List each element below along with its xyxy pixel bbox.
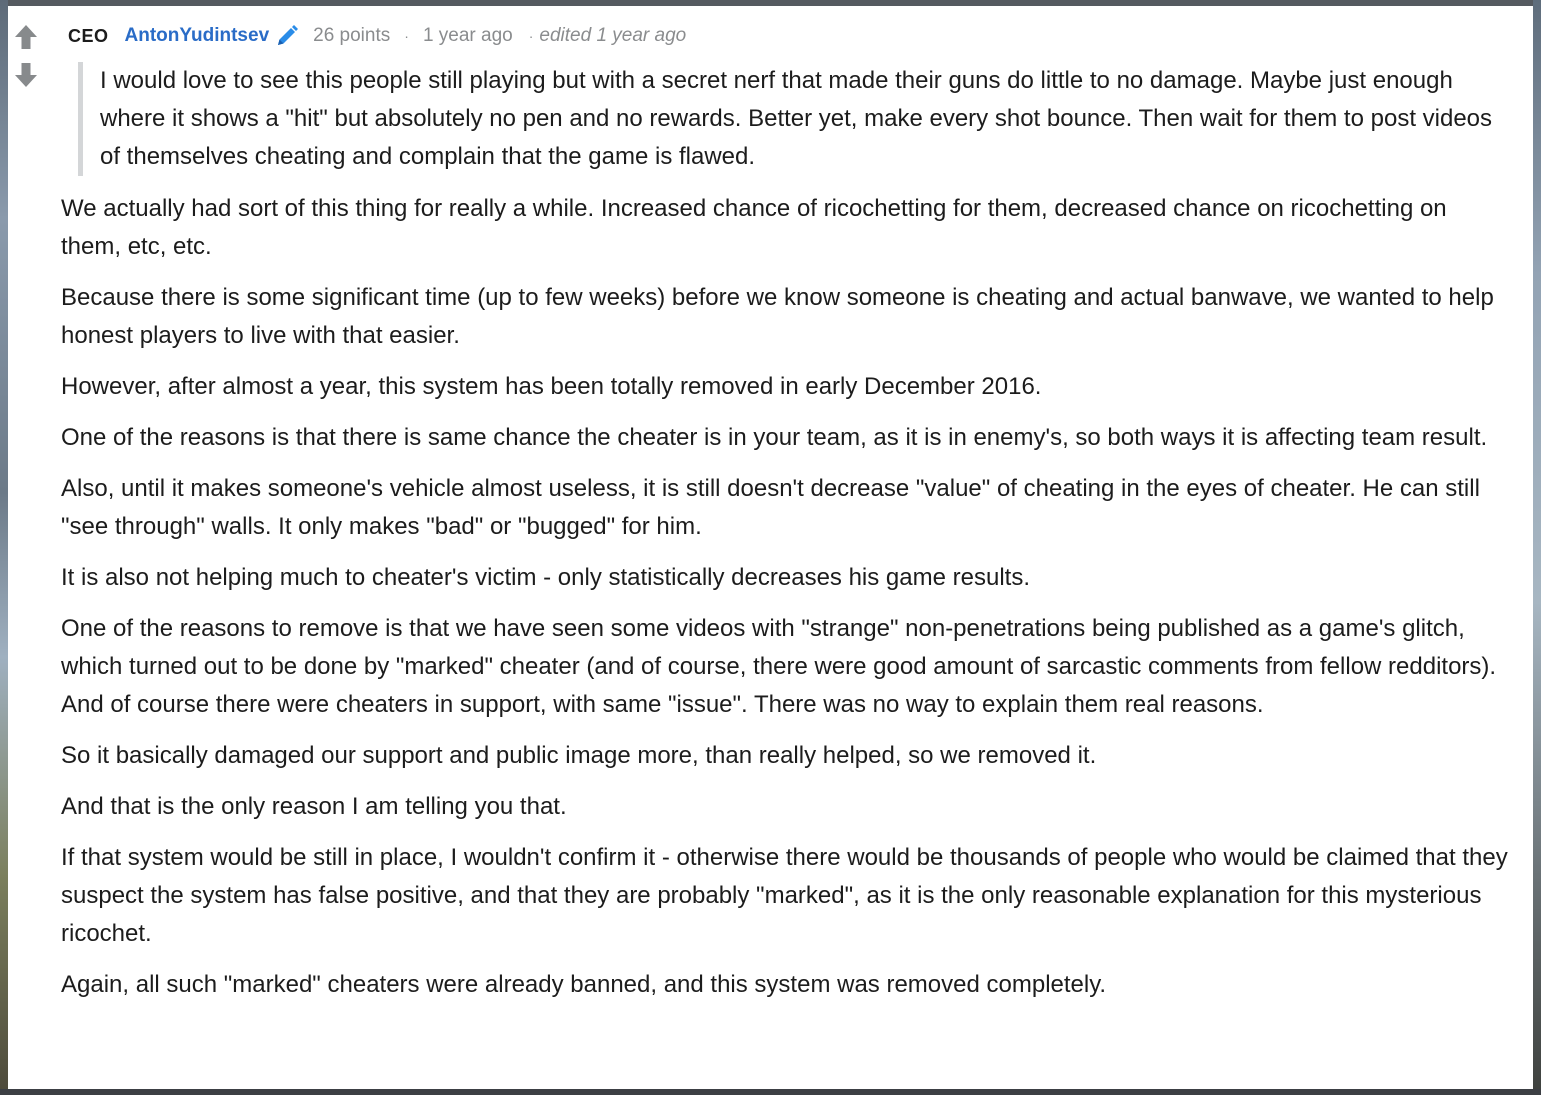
user-flair: CEO <box>68 25 109 46</box>
comment-header <box>68 23 686 49</box>
backdrop-left <box>0 0 8 1095</box>
comment-paragraph: And that is the only reason I am telling you that. <box>61 793 567 820</box>
downvote-arrow-icon[interactable] <box>14 62 38 88</box>
backdrop-right <box>1533 0 1541 1095</box>
separator-dot: · <box>528 28 534 44</box>
separator-dot: · <box>404 28 409 44</box>
timestamp[interactable]: 1 year ago <box>422 25 513 46</box>
comment-paragraph: We actually had sort of this thing for really a while. Increased chance of ricochetting for them, decreased chance on ricochetting on them, etc, etc. <box>61 195 1447 260</box>
pencil-icon <box>275 24 299 48</box>
comment-paragraph: One of the reasons is that there is same chance the cheater is in your team, as it is in enemy's, so both ways it is affecting team result. <box>61 424 1488 451</box>
upvote-arrow-icon[interactable] <box>14 24 38 50</box>
vote-column <box>14 24 38 100</box>
comment-body <box>61 190 1511 1017</box>
comment-paragraph: Again, all such "marked" cheaters were already banned, and this system was removed completely. <box>61 971 1107 998</box>
comment-paragraph: So it basically damaged our support and public image more, than really helped, so we removed it. <box>61 742 1097 769</box>
score: 26 points <box>313 25 391 46</box>
comment-paragraph: Also, until it makes someone's vehicle almost useless, it is still doesn't decrease "value" of cheating in the eyes of cheater. He can still "see through" walls. It only makes "bad" or "bugged" for him. <box>61 475 1480 540</box>
comment-paragraph: Because there is some significant time (up to few weeks) before we know someone is cheating and actual banwave, we wanted to help honest players to live with that easier. <box>61 284 1494 349</box>
comment-paragraph: If that system would be still in place, I wouldn't confirm it - otherwise there would be thousands of people who would be claimed that they suspect the system has false positive, and that they are probably "marked", as it is the only reasonable explanation for this mysterious ricochet. <box>61 844 1508 947</box>
backdrop-bottom <box>0 1089 1541 1095</box>
comment-paragraph: However, after almost a year, this system has been totally removed in early December 2016. <box>61 373 1042 400</box>
comment-paragraph: One of the reasons to remove is that we have seen some videos with "strange" non-penetrations being published as a game's glitch, which turned out to be done by "marked" cheater (and of course, there were good amount of sarcastic comments from fellow redditors). And of course there were cheaters in support, with same "issue". There was no way to explain them real reasons. <box>61 615 1497 718</box>
quoted-text: I would love to see this people still playing but with a secret nerf that made their guns do little to no damage. Maybe just enough where it shows a "hit" but absolutely no pen and no rewards. Better yet, make every shot bounce. Then wait for them to post videos of themselves cheating and complain that the game is flawed. <box>78 62 1510 176</box>
author-link[interactable]: AntonYudintsev <box>124 25 270 46</box>
comment-card <box>8 6 1533 1089</box>
edited-timestamp: edited 1 year ago <box>539 25 687 46</box>
comment-paragraph: It is also not helping much to cheater's victim - only statistically decreases his game results. <box>61 564 1030 591</box>
